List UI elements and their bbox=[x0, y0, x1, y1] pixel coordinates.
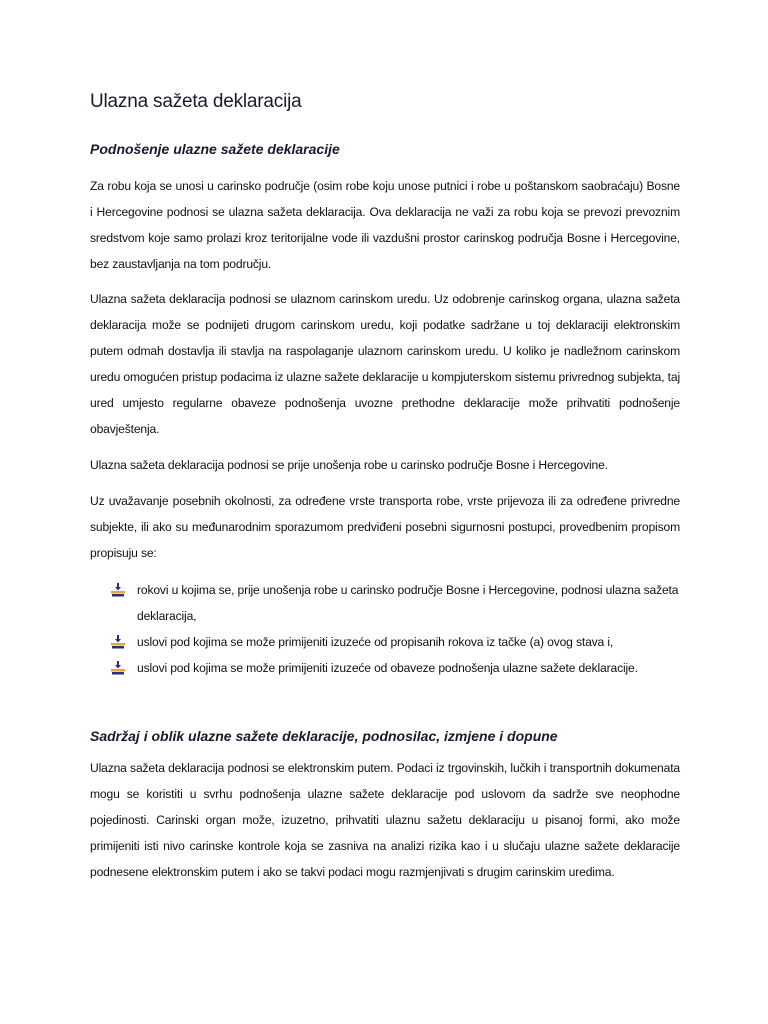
list-item bbox=[90, 629, 680, 655]
list-item bbox=[90, 577, 680, 629]
list-item-text: rokovi u kojima se, prije unošenja robe u carinsko područje Bosne i Hercegovine, podnosi ulazna sažeta deklaracija, bbox=[137, 583, 679, 623]
document-page bbox=[90, 88, 680, 885]
paragraph: Ulazna sažeta deklaracija podnosi se prije unošenja robe u carinsko područje Bosne i Hercegovine. bbox=[90, 458, 608, 472]
list-item-text: uslovi pod kojima se može primijeniti izuzeće od obaveze podnošenja ulazne sažete deklaracije. bbox=[137, 661, 638, 675]
arrow-bullet-icon bbox=[111, 583, 125, 597]
section-heading-content-form: Sadržaj i oblik ulazne sažete deklaracije, podnosilac, izmjene i dopune bbox=[90, 728, 558, 744]
paragraph: Ulazna sažeta deklaracija podnosi se elektronskim putem. Podaci iz trgovinskih, lučkih i transportnih dokumenata mogu se koristiti u svrhu podnošenja ulazne sažete deklaracije pod uslovom da sadrže sve neophodne pojedinosti. Carinski organ može, izuzetno, prihvatiti ulaznu sažetu deklaraciju u pisanoj formi, ako može primijeniti isti nivo carinske kontrole koja se zasniva na analizi rizika kao i u slučaju ulazne sažete deklaracije podnesene elektronskim putem i ako se takvi podaci mogu razmjenjivati s drugim carinskim uredima. bbox=[90, 761, 680, 879]
document-title: Ulazna sažeta deklaracija bbox=[90, 91, 302, 112]
list-item-text: uslovi pod kojima se može primijeniti izuzeće od propisanih rokova iz tačke (a) ovog stava i, bbox=[137, 635, 614, 649]
paragraph: Za robu koja se unosi u carinsko područje (osim robe koju unose putnici i robe u poštanskom saobraćaju) Bosne i Hercegovine podnosi se ulazna sažeta deklaracija. Ova deklaracija ne važi za robu koja se prevozi prevoznim sredstvom koje samo prolazi kroz teritorijalne vode ili vazdušni prostor carinskog područja Bosne i Hercegovine, bez zaustavljanja na tom području. bbox=[90, 179, 680, 271]
paragraph: Uz uvažavanje posebnih okolnosti, za određene vrste transporta robe, vrste prijevoza ili za određene privredne subjekte, ili ako su međunarodnim sporazumom predviđeni posebni sigurnosni postupci, provedbenim propisom propisuju se: bbox=[90, 494, 680, 560]
paragraph: Ulazna sažeta deklaracija podnosi se ulaznom carinskom uredu. Uz odobrenje carinskog organa, ulazna sažeta deklaracija može se podnijeti drugom carinskom uredu, koji podatke sadržane u toj deklaraciji elektronskim putem odmah dostavlja ili stavlja na raspolaganje ulaznom carinskom uredu. U koliko je nadležnom carinskom uredu omogućen pristup podacima iz ulazne sažete deklaracije u kompjuterskom sistemu privrednog subjekta, taj ured umjesto regularne obaveze podnošenja uvozne prethodne deklaracije može prihvatiti podnošenje obavještenja. bbox=[90, 292, 680, 436]
bullet-list bbox=[90, 577, 680, 681]
section-heading-submission: Podnošenje ulazne sažete deklaracije bbox=[90, 141, 340, 157]
arrow-bullet-icon bbox=[111, 661, 125, 675]
list-item bbox=[90, 655, 680, 681]
arrow-bullet-icon bbox=[111, 635, 125, 649]
